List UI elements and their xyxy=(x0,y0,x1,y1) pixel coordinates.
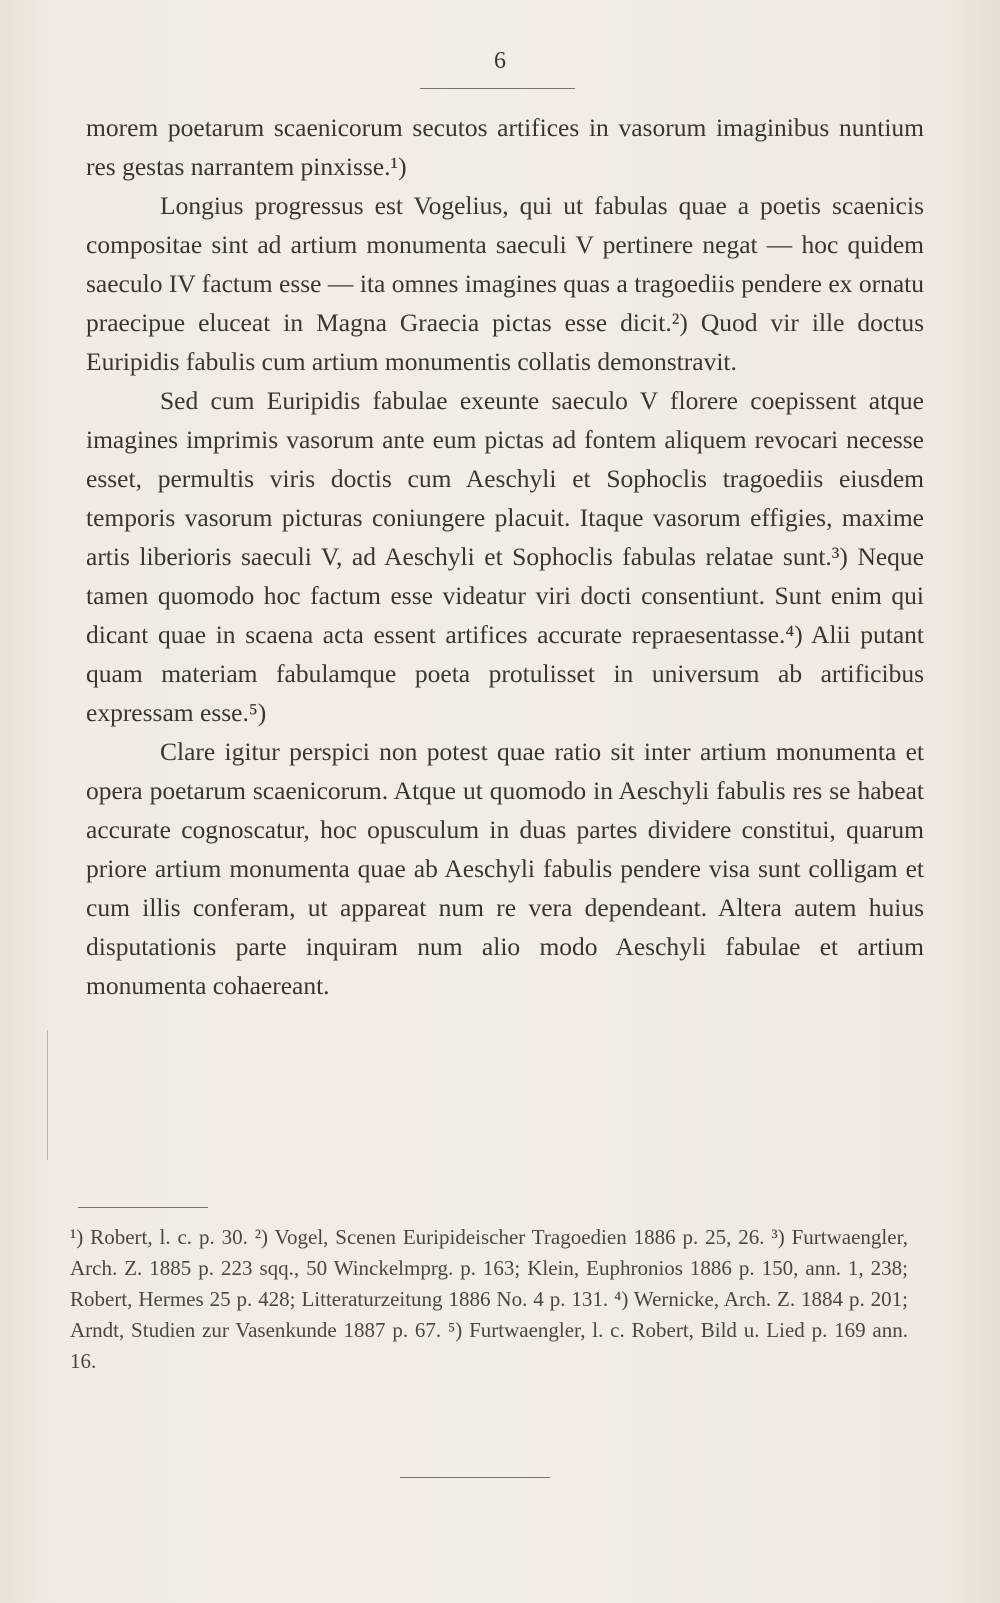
footnote-rule xyxy=(78,1207,208,1208)
paragraph-1: morem poetarum scaenicorum secutos artifices in vasorum imaginibus nuntium res gestas narrantem pinxisse.¹) xyxy=(86,113,924,181)
paragraph-2: Longius progressus est Vogelius, qui ut fabulas quae a poetis scaenicis compositae sint ad artium monumenta saeculi V pertinere negat — hoc quidem saeculo IV factum esse — ita omnes imagines quas a tragoediis pendere ex ornatu praecipue eluceat in Magna Graecia pictas esse dicit.²) Quod vir ille doctus Euripidis fabulis cum artium monumentis collatis demonstravit. xyxy=(86,191,924,376)
main-text xyxy=(86,108,924,1005)
margin-mark xyxy=(47,1030,48,1160)
page-number: 6 xyxy=(494,48,506,74)
paragraph-3: Sed cum Euripidis fabulae exeunte saeculo V florere coepissent atque imagines imprimis vasorum ante eum pictas ad fontem aliquem revocari necesse esset, permultis viris doctis cum Aeschyli et Sophoclis tragoediis eiusdem temporis vasorum picturas coniungere placuit. Itaque vasorum effigies, maxime artis liberioris saeculi V, ad Aeschyli et Sophoclis fabulas relatae sunt.³) Neque tamen quomodo hoc factum esse videatur viri docti consentiunt. Sunt enim qui dicant quae in scaena acta essent artifices accurate repraesentasse.⁴) Alii putant quam materiam fabulamque poeta protulisset in universum ab artificibus expressam esse.⁵) xyxy=(86,386,924,727)
paragraph-4: Clare igitur perspici non potest quae ratio sit inter artium monumenta et opera poetarum scaenicorum. Atque ut quomodo in Aeschyli fabulis res se habeat accurate cognoscatur, hoc opusculum in duas partes dividere constitui, quarum priore artium monumenta quae ab Aeschyli fabulis pendere visa sunt colligam et cum illis conferam, ut appareat num re vera dependeant. Altera autem huius disputationis parte inquiram num alio modo Aeschyli fabulae et artium monumenta cohaereant. xyxy=(86,737,924,1000)
page-end-rule xyxy=(400,1477,550,1478)
footnote-text: ¹) Robert, l. c. p. 30. ²) Vogel, Scenen Euripideischer Tragoedien 1886 p. 25, 26. ³) Furtwaengler, Arch. Z. 1885 p. 223 sqq., 50 Winckelmprg. p. 163; Klein, Euphronios 1886 p. 150, ann. 1, 238; Robert, Hermes 25 p. 428; Litteraturzeitung 1886 No. 4 p. 131. ⁴) Wernicke, Arch. Z. 1884 p. 201; Arndt, Studien zur Vasenkunde 1887 p. 67. ⁵) Furtwaengler, l. c. Robert, Bild u. Lied p. 169 ann. 16. xyxy=(70,1225,908,1373)
footnotes xyxy=(70,1222,908,1377)
header-rule xyxy=(420,88,575,89)
